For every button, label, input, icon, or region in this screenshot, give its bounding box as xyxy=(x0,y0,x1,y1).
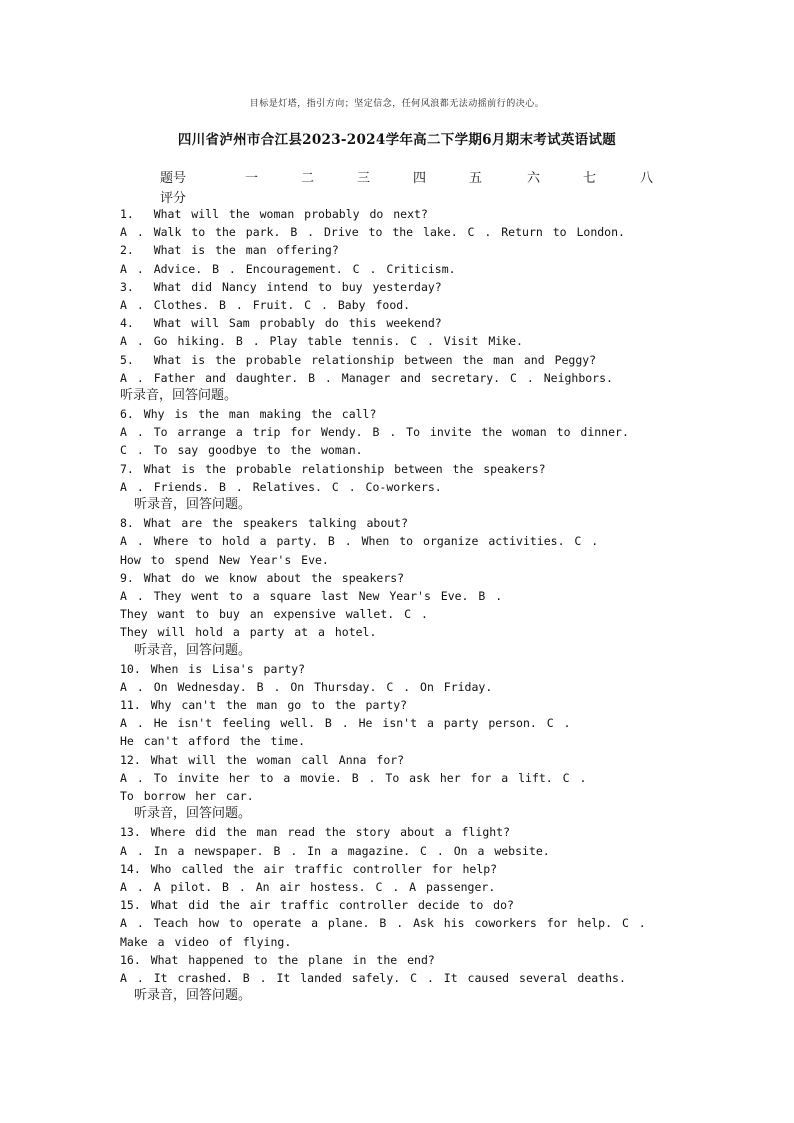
question-line: 12. What will the woman call Anna for? xyxy=(120,752,405,767)
score-column: 八 xyxy=(640,171,654,186)
section-heading: 听录音，回答问题。 xyxy=(134,497,252,512)
section-heading: 听录音，回答问题。 xyxy=(134,988,252,1004)
question-line: 16. What happened to the plane in the end? xyxy=(120,952,435,967)
question-line: A . He isn't feeling well. B . He isn't a party person. C . xyxy=(120,716,571,731)
score-column: 二 xyxy=(301,171,315,186)
question-line: A . Teach how to operate a plane. B . Ask his coworkers for help. C . xyxy=(120,916,646,931)
question-line: A . Where to hold a party. B . When to organize activities. C . xyxy=(120,534,599,549)
question-line: A . Advice. B . Encouragement. C . Criticism. xyxy=(120,261,456,276)
score-column: 三 xyxy=(357,171,371,186)
score-column: 四 xyxy=(413,171,427,186)
question-line: 1. What will the woman probably do next? xyxy=(120,207,428,221)
score-column: 一 xyxy=(245,171,259,186)
question-line: 2. What is the man offering? xyxy=(120,243,339,258)
question-line: 11. Why can't the man go to the party? xyxy=(120,698,408,713)
question-line: A . A pilot. B . An air hostess. C . A passenger. xyxy=(120,879,496,894)
question-line: 13. Where did the man read the story about a flight? xyxy=(120,825,511,840)
question-line: A . Friends. B . Relatives. C . Co-workers. xyxy=(120,479,442,494)
section-heading: 听录音，回答问题。 xyxy=(134,806,252,822)
question-line: A . To arrange a trip for Wendy. B . To invite the woman to dinner. xyxy=(120,425,629,440)
question-line: He can't afford the time. xyxy=(120,734,306,749)
question-line: 8. What are the speakers talking about? xyxy=(120,516,409,531)
section-heading: 听录音，回答问题。 xyxy=(134,642,252,658)
question-line: 3. What did Nancy intend to buy yesterday? xyxy=(120,279,442,294)
question-line: They will hold a party at a hotel. xyxy=(120,625,377,640)
question-line: A . They went to a square last New Year's Eve. B . xyxy=(120,588,503,603)
question-line: They want to buy an expensive wallet. C . xyxy=(120,607,428,622)
question-line: To borrow her car. xyxy=(120,789,254,803)
question-line: 10. When is Lisa's party? xyxy=(120,661,306,676)
section-heading: 听录音，回答问题。 xyxy=(120,387,238,403)
question-line: A . Walk to the park. B . Drive to the lake. C . Return to London. xyxy=(120,225,625,240)
question-line: 5. What is the probable relationship between the man and Peggy? xyxy=(120,352,597,367)
score-row-number xyxy=(0,167,794,187)
question-line: How to spend New Year's Eve. xyxy=(120,552,329,567)
question-line: A . To invite her to a movie. B . To ask her for a lift. C . xyxy=(120,770,587,785)
question-line: C . To say goodbye to the woman. xyxy=(120,443,363,458)
question-line: 7. What is the probable relationship between the speakers? xyxy=(120,461,546,476)
question-line: 4. What will Sam probably do this weekend? xyxy=(120,316,442,331)
question-list xyxy=(120,205,680,1005)
header-motto: 目标是灯塔，指引方向；坚定信念，任何风浪都无法动摇前行的决心。 xyxy=(249,99,545,109)
question-line: A . On Wednesday. B . On Thursday. C . On Friday. xyxy=(120,679,493,694)
question-line: 14. Who called the air traffic controller for help? xyxy=(120,861,498,876)
question-line: 15. What did the air traffic controller decide to do? xyxy=(120,898,514,913)
question-line: A . Clothes. B . Fruit. C . Baby food. xyxy=(120,297,411,312)
question-line: Make a video of flying. xyxy=(120,934,292,949)
score-row-grade xyxy=(0,187,794,205)
page-title: 四川省泸州市合江县2023-2024学年高二下学期6月期末考试英语试题 xyxy=(177,132,617,148)
question-line: 6. Why is the man making the call? xyxy=(120,407,377,422)
question-line: A . Father and daughter. B . Manager and secretary. C . Neighbors. xyxy=(120,370,613,385)
question-line: 9. What do we know about the speakers? xyxy=(120,570,405,585)
question-line: A . It crashed. B . It landed safely. C . It caused several deaths. xyxy=(120,970,626,985)
score-row-label: 题号 xyxy=(160,171,187,186)
question-line: A . In a newspaper. B . In a magazine. C . On a website. xyxy=(120,843,550,858)
score-grade-label: 评分 xyxy=(160,191,187,206)
score-column: 七 xyxy=(583,171,597,186)
score-column: 六 xyxy=(527,171,541,186)
score-column: 五 xyxy=(469,171,483,186)
question-line: A . Go hiking. B . Play table tennis. C . Visit Mike. xyxy=(120,334,523,349)
